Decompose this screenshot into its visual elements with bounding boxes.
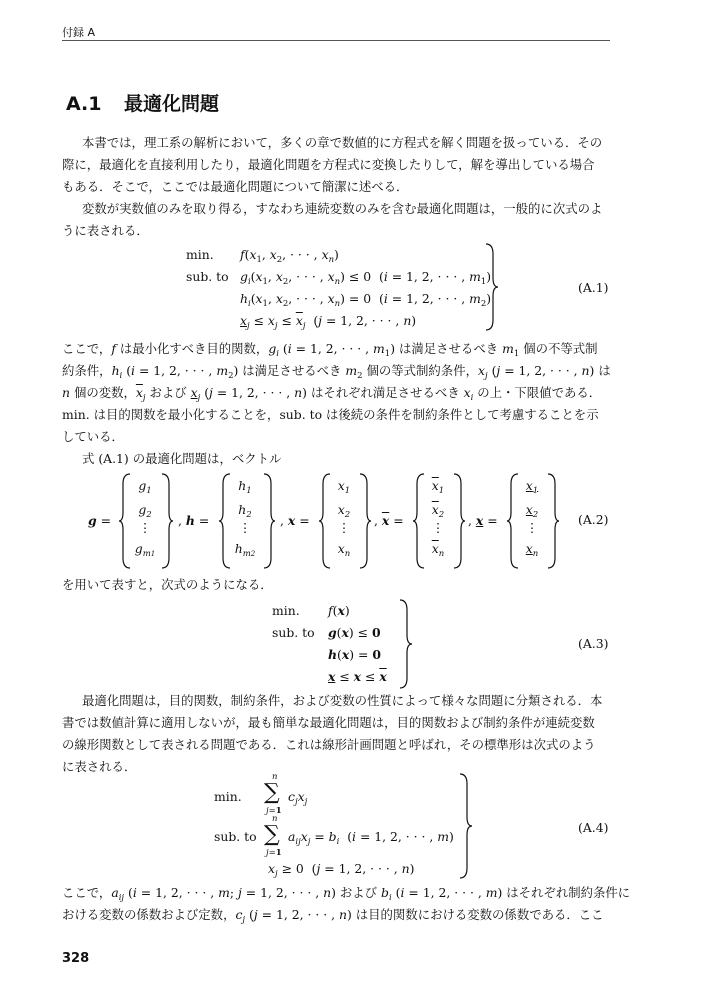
section-number: A.1 (66, 93, 102, 115)
paragraph-line: 最適化問題は，目的関数，制約条件，および変数の性質によって様々な問題に分類される．本 (82, 693, 603, 708)
paragraph-line: ここで，$a_{ij}$ (i = 1, 2, · · · , m; j = 1, 2, · · · , n) および $b_i$ (i = 1, 2, · · · , m) はそれぞれ制約条件に (62, 885, 631, 903)
right-brace-icon (546, 472, 560, 570)
vector-g: $g_1$ $g_2$ ⋮ $g_{m1}$ (134, 478, 156, 559)
min-label: min. (186, 247, 214, 262)
bound-constraint: $x_j \le x_j \le \overline{x}_j$ (j = 1, 2, · · · , n) (240, 313, 417, 331)
equation-number: (A.2) (578, 512, 609, 527)
right-brace-icon (358, 472, 372, 570)
vector-xbar-label: , $\overline{x}$ = (374, 513, 404, 528)
header-rule (62, 40, 610, 41)
inequality-constraint: $g_i(x_1$, $x_2$, · · · , $x_n) \le 0$ (i = 1, 2, · · · , $m_1$) (240, 269, 492, 287)
paragraph-line: もある．そこで，ここでは最適化問題について簡潔に述べる． (62, 179, 409, 194)
sum-icon: ∑ (264, 822, 280, 847)
subto-label: sub. to (214, 829, 257, 844)
subto-label: sub. to (186, 269, 229, 284)
vector-h-label: , h = (178, 513, 210, 528)
equation-number: (A.1) (578, 280, 609, 295)
sum-icon: ∑ (264, 780, 280, 805)
paragraph-line: 書では数値計算に適用しないが，最も簡単な最適化問題は，目的関数および制約条件が連続変数 (62, 715, 595, 730)
running-header: 付録 A (62, 26, 96, 39)
vector-x-label: , x = (280, 513, 310, 528)
vector-xunder: $x_1$ $x_2$ ⋮ $x_n$ (525, 478, 539, 559)
right-brace-icon (398, 598, 414, 690)
paragraph-line: を用いて表すと，次式のようになる． (62, 577, 273, 592)
vector-x: $x_1$ $x_2$ ⋮ $x_n$ (337, 478, 351, 559)
paragraph-line: うに表される． (62, 223, 149, 238)
section-title: 最適化問題 (124, 93, 220, 115)
min-label: min. (214, 789, 242, 804)
paragraph-line: 式 (A.1) の最適化問題は，ベクトル (82, 451, 282, 466)
paragraph-line: おける変数の係数および定数，$c_j$ (j = 1, 2, · · · , n) は目的関数における変数の係数である．ここ (62, 907, 604, 925)
right-brace-icon (458, 772, 474, 880)
page-number: 328 (62, 951, 90, 966)
right-brace-icon (262, 472, 276, 570)
right-brace-icon (160, 472, 174, 570)
paragraph-line: している． (62, 429, 124, 444)
equation-number: (A.4) (578, 820, 609, 835)
paragraph-line: n 個の変数，$\overline{x}_j$ および $x_j$ (j = 1, 2, · · · , n) はそれぞれ満足させるべき $x_i$ の上・下限値である． (62, 385, 602, 403)
subto-label: sub. to (272, 625, 315, 640)
section-heading (66, 89, 219, 116)
paragraph-line: min. は目的関数を最小化することを，sub. to は後続の条件を制約条件として考慮することを示 (62, 407, 599, 422)
paragraph-line: 本書では，理工系の解析において，多くの章で数値的に方程式を解く問題を扱っている．その (82, 135, 603, 150)
paragraph-line: 際に，最適化を直接利用したり，最適化問題を方程式に変換したりして，解を導出している場合 (62, 157, 595, 172)
objective: $f(x_1$, $x_2$, · · · , $x_n$) (240, 247, 339, 265)
paragraph-line: ここで，f は最小化すべき目的関数，$g_i$ (i = 1, 2, · · · , $m_1$) は満足させるべき $m_1$ 個の不等式制 (62, 341, 598, 359)
paragraph-line: 約条件，$h_i$ (i = 1, 2, · · · , $m_2$) は満足させるべき $m_2$ 個の等式制約条件，$x_j$ (j = 1, 2, · · · , n) は (62, 363, 611, 381)
vector-h: $h_1$ $h_2$ ⋮ $h_{m2}$ (234, 478, 256, 559)
equation-number: (A.3) (578, 636, 609, 651)
paragraph-line: 変数が実数値のみを取り得る，すなわち連続変数のみを含む最適化問題は，一般的に次式のよ (82, 201, 603, 216)
paragraph-line: の線形関数として表される問題である．これは線形計画問題と呼ばれ，その標準形は次式のよう (62, 737, 596, 752)
right-brace-icon (484, 242, 500, 332)
equality-constraint: $h_i(x_1$, $x_2$, · · · , $x_n) = 0$ (i = 1, 2, · · · , $m_2$) (240, 291, 492, 309)
vector-xbar: $\overline{x}_1$ $\overline{x}_2$ ⋮ $\overline{x}_n$ (431, 478, 445, 559)
min-label: min. (272, 603, 300, 618)
vector-g-label: g = (88, 513, 111, 528)
right-brace-icon (452, 472, 466, 570)
paragraph-line: に表される． (62, 759, 137, 774)
vector-xunder-label: , x = (468, 513, 498, 528)
